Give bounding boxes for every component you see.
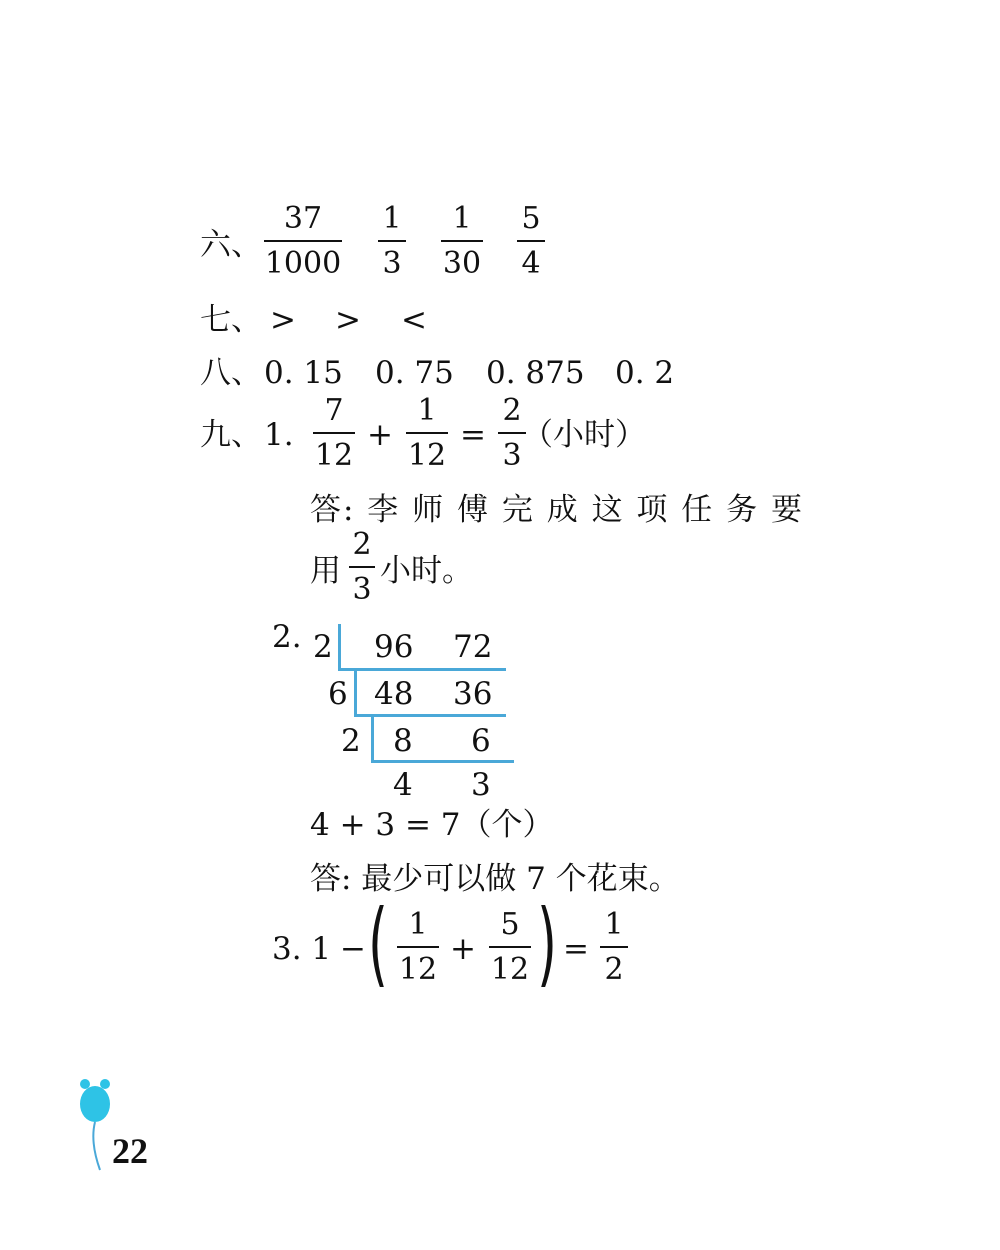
- answer-prefix: 用: [310, 553, 341, 589]
- fraction: 2 3: [349, 530, 375, 605]
- decimal-value: 0. 875: [486, 355, 585, 391]
- left-paren: (: [368, 890, 388, 997]
- fraction: 1 30: [442, 201, 482, 281]
- division-bracket: [371, 760, 514, 763]
- fraction: 1 12: [398, 907, 438, 987]
- division-bracket: [371, 716, 374, 762]
- quotient: 6: [471, 723, 491, 759]
- comparison-symbol: >: [270, 302, 296, 338]
- division-bracket: [354, 670, 357, 716]
- dividend: 72: [453, 629, 493, 665]
- fraction: 2 3: [498, 396, 526, 471]
- decimal-value: 0. 15: [264, 355, 343, 391]
- division-bracket: [338, 624, 341, 670]
- final-quotient: 3: [471, 767, 491, 803]
- section-6-label: 六、: [200, 227, 262, 263]
- quotient: 36: [453, 676, 493, 712]
- fraction: 5 12: [490, 907, 530, 987]
- division-bracket: [338, 668, 506, 671]
- equals-sign: =: [460, 417, 486, 453]
- fraction: 1 2: [600, 910, 628, 985]
- quotient: 8: [393, 723, 413, 759]
- question-index: 3. 1: [272, 931, 332, 967]
- plus-sign: +: [450, 931, 476, 967]
- right-paren: ): [537, 890, 557, 997]
- fraction: 1 12: [407, 393, 447, 473]
- answer-text: 答: 最少可以做 7 个花束。: [310, 861, 680, 897]
- dividend: 96: [374, 629, 414, 665]
- fraction: 1 3: [378, 204, 406, 279]
- divisor: 2: [313, 629, 333, 665]
- minus-sign: −: [340, 931, 366, 967]
- unit-label: （小时）: [522, 417, 646, 453]
- answer-text: 答: 李 师 傅 完 成 这 项 任 务 要: [310, 492, 804, 528]
- section-7-label: 七、: [200, 302, 262, 338]
- answer-suffix: 小时。: [380, 553, 473, 589]
- comparison-symbol: <: [401, 302, 427, 338]
- question-index: 1.: [264, 417, 294, 453]
- decimal-value: 0. 2: [615, 355, 675, 391]
- equation: 4 + 3 = 7（个）: [310, 807, 554, 843]
- fraction: 37 1000: [264, 201, 342, 281]
- fraction: 5 4: [517, 204, 545, 279]
- divisor: 2: [341, 723, 361, 759]
- final-quotient: 4: [393, 767, 413, 803]
- plus-sign: +: [367, 417, 393, 453]
- balloon-icon: [74, 1070, 116, 1174]
- quotient: 48: [374, 676, 414, 712]
- divisor: 6: [328, 676, 348, 712]
- fraction: 7 12: [314, 393, 354, 473]
- section-9-label: 九、: [200, 417, 262, 453]
- page-number: 22: [112, 1131, 148, 1171]
- equals-sign: =: [563, 931, 589, 967]
- section-8-label: 八、: [200, 355, 262, 391]
- division-bracket: [354, 714, 506, 717]
- question-index: 2.: [272, 619, 302, 655]
- comparison-symbol: >: [335, 302, 361, 338]
- decimal-value: 0. 75: [375, 355, 454, 391]
